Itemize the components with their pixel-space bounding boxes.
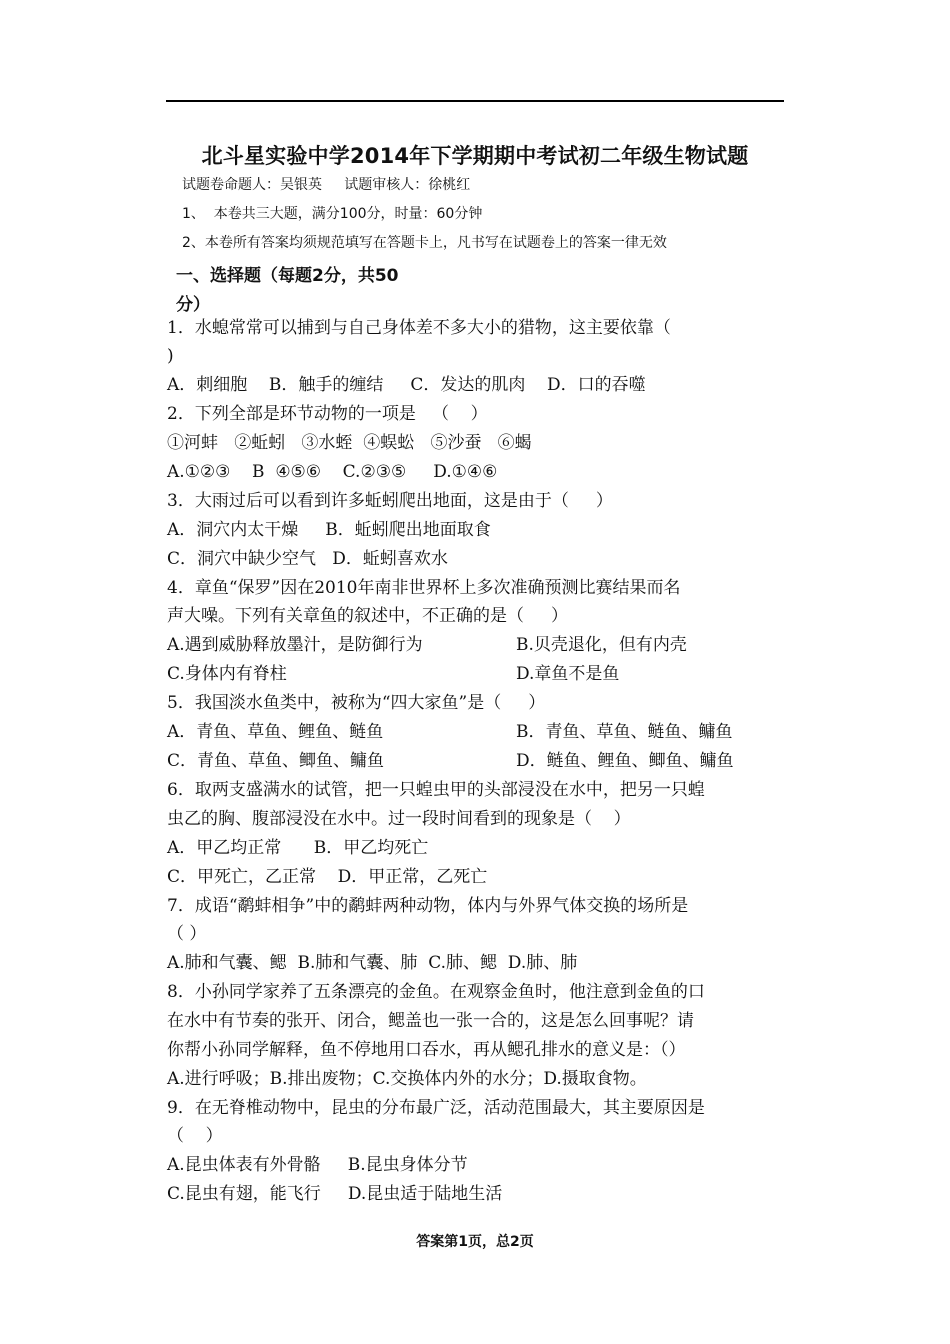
question-line: 9．在无脊椎动物中，昆虫的分布最广泛，活动范围最大，其主要原因是	[167, 1098, 705, 1118]
option-line: A．甲乙均正常 B．甲乙均死亡	[167, 838, 429, 858]
question-line: 7．成语“鹬蚌相争”中的鹬蚌两种动物，体内与外界气体交换的场所是	[167, 896, 689, 916]
option-line: D．鲢鱼、鲤鱼、鲫鱼、鳙鱼	[516, 751, 734, 771]
instruction-1: 1、 本卷共三大题，满分100分，时量：60分钟	[182, 206, 483, 222]
question-line: 虫乙的胸、腹部浸没在水中。过一段时间看到的现象是（ ）	[167, 809, 631, 829]
question-line: 在水中有节奏的张开、闭合，鳃盖也一张一合的，这是怎么回事呢？请	[167, 1011, 694, 1031]
question-line: 6．取两支盛满水的试管，把一只蝗虫甲的头部浸没在水中，把另一只蝗	[167, 780, 705, 800]
option-line: C.身体内有脊柱	[167, 664, 287, 684]
question-line: 你帮小孙同学解释，鱼不停地用口吞水，再从鳃孔排水的意义是：（）	[167, 1040, 686, 1060]
option-line: C．甲死亡，乙正常 D．甲正常，乙死亡	[167, 867, 488, 887]
page-footer: 答案第1页，总2页	[416, 1234, 534, 1250]
option-line: A.肺和气囊、鳃 B.肺和气囊、肺 C.肺、鳃 D.肺、肺	[167, 953, 578, 973]
option-line: A.①②③ B ④⑤⑥ C.②③⑤ D.①④⑥	[167, 462, 498, 482]
option-line: D.章鱼不是鱼	[516, 664, 620, 684]
exam-title: 北斗星实验中学2014年下学期期中考试初二年级生物试题	[201, 144, 749, 168]
option-line: C．青鱼、草鱼、鲫鱼、鳙鱼	[167, 751, 385, 771]
question-line: 2．下列全部是环节动物的一项是 （ ）	[167, 404, 488, 424]
question-line: 3．大雨过后可以看到许多蚯蚓爬出地面，这是由于（ ）	[167, 491, 613, 511]
option-line: A.进行呼吸；B.排出废物；C.交换体内外的水分；D.摄取食物。	[167, 1069, 647, 1089]
question-line: 8．小孙同学家养了五条漂亮的金鱼。在观察金鱼时，他注意到金鱼的口	[167, 982, 705, 1002]
question-line: 4．章鱼“保罗”因在2010年南非世界杯上多次准确预测比赛结果而名	[167, 578, 681, 598]
section-heading-cont: 分）	[176, 295, 210, 315]
option-line: B.贝壳退化，但有内壳	[516, 635, 687, 655]
question-line: 1．水螅常常可以捕到与自己身体差不多大小的猎物，这主要依靠（	[167, 318, 671, 338]
option-line: A．刺细胞 B．触手的缠结 C．发达的肌肉 D．口的吞噬	[167, 375, 646, 395]
option-line: A．洞穴内太干燥 B．蚯蚓爬出地面取食	[167, 520, 491, 540]
option-line: A．青鱼、草鱼、鲤鱼、鲢鱼	[167, 722, 384, 742]
option-line: C．洞穴中缺少空气 D．蚯蚓喜欢水	[167, 549, 448, 569]
question-line: 5．我国淡水鱼类中，被称为“四大家鱼”是（ ）	[167, 693, 546, 713]
option-line: A.遇到威胁释放墨汁，是防御行为	[167, 635, 423, 655]
option-line: C.昆虫有翅，能飞行 D.昆虫适于陆地生活	[167, 1184, 503, 1204]
option-line: ①河蚌 ②蚯蚓 ③水蛭 ④蜈蚣 ⑤沙蚕 ⑥蝎	[167, 433, 532, 453]
question-line: )	[167, 346, 174, 366]
option-line: B．青鱼、草鱼、鲢鱼、鳙鱼	[516, 722, 733, 742]
section-heading: 一、选择题（每题2分，共50	[176, 266, 399, 286]
question-line: （ ）	[167, 924, 207, 944]
option-line: A.昆虫体表有外骨骼 B.昆虫身体分节	[167, 1155, 468, 1175]
question-line: 声大噪。下列有关章鱼的叙述中，不正确的是（ ）	[167, 606, 569, 626]
top-rule	[166, 100, 784, 102]
authors-line: 试题卷命题人：吴银英 试题审核人：徐桃红	[182, 177, 471, 193]
instruction-2: 2、本卷所有答案均须规范填写在答题卡上，凡书写在试题卷上的答案一律无效	[182, 235, 667, 251]
question-line: （ ）	[167, 1126, 223, 1146]
